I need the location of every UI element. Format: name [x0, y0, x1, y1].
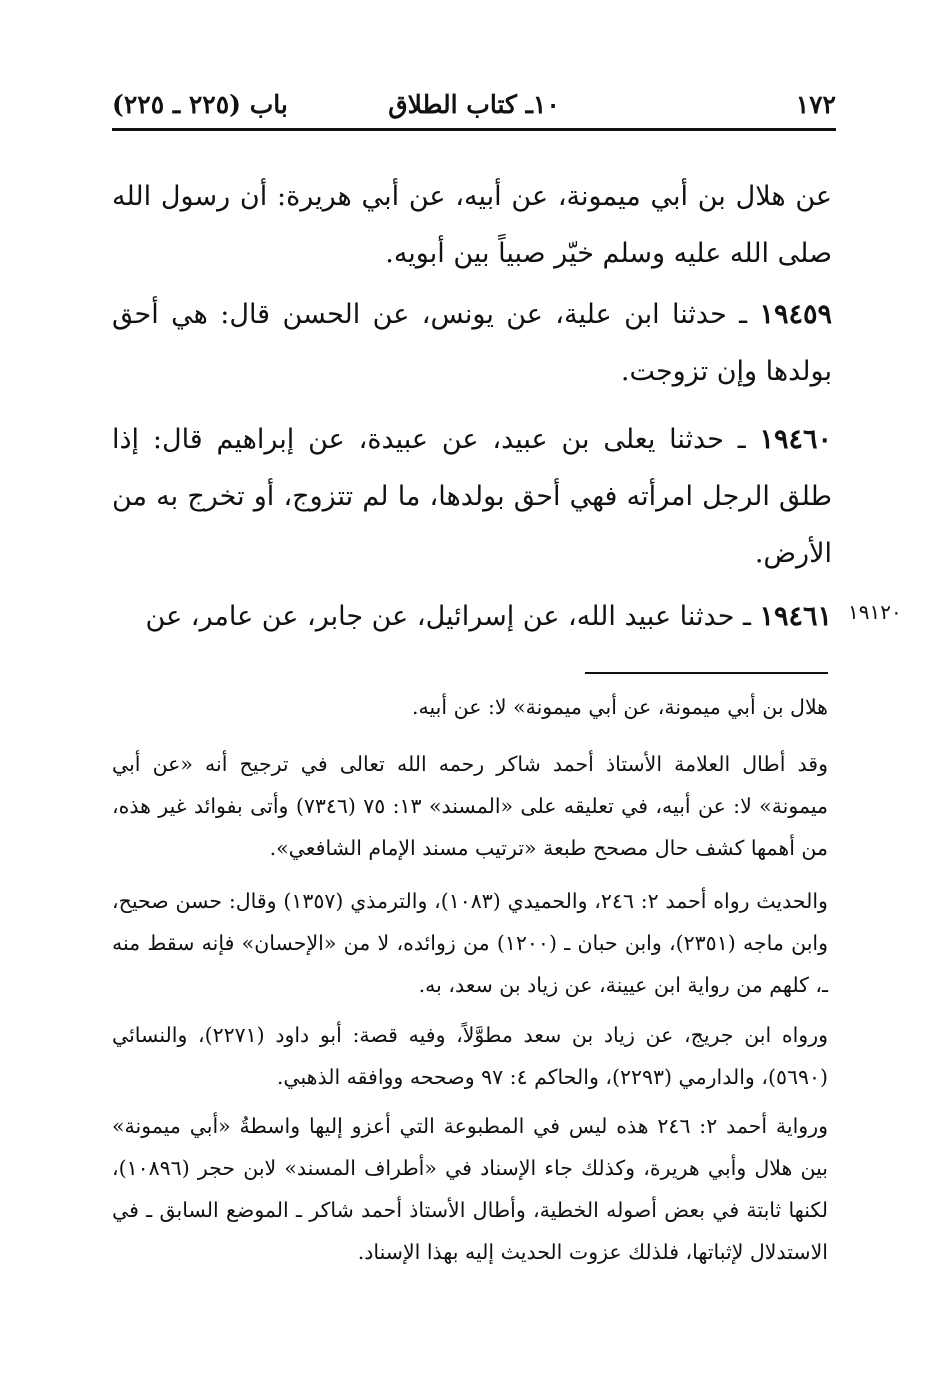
header-rule [112, 128, 836, 131]
hadith-19459 [112, 286, 832, 400]
hadith-19461 [112, 588, 832, 645]
hadith-text: ـ حدثنا ابن علية، عن يونس، عن الحسن قال: هي أحق بولدها وإن تزوجت. [112, 299, 832, 387]
footnote-rule [585, 672, 828, 674]
footnote-text: وقد أطال العلامة الأستاذ أحمد شاكر رحمه الله تعالى في ترجيح أنه «عن أبي ميمونة» لا: عن أبيه، في تعليقه على «المسند» ١٣: ٧٥ (٧٣٤٦) وأتى بفوائد غير هذه، من أهمها كشف حال مصحح طبعة «ترتيب مسند الإمام الشافعي». [112, 752, 828, 860]
hadith-19460 [112, 411, 832, 582]
running-header [112, 84, 836, 128]
hadith-number: ١٩٤٥٩ [759, 299, 832, 330]
chapter-heading: باب (٢٢٥ ـ ٢٢٥) [112, 90, 288, 119]
footnote-text: هلال بن أبي ميمونة، عن أبي ميمونة» لا: عن أبيه. [411, 695, 828, 719]
hadith-text: ـ حدثنا يعلى بن عبيد، عن عبيدة، عن إبراهيم قال: إذا طلق الرجل امرأته فهي أحق بولدها، ما لم تتزوج، أو تخرج به من الأرض. [112, 424, 832, 569]
hadith-number: ١٩٤٦٠ [759, 424, 832, 455]
margin-reference-number: ١٩١٢٠ [848, 600, 902, 624]
footnote-text: ورواه ابن جريج، عن زياد بن سعد مطوَّلاً، وفيه قصة: أبو داود (٢٢٧١)، والنسائي (٥٦٩٠)، والدارمي (٢٢٩٣)، والحاكم ٤: ٩٧ وصححه ووافقه الذهبي. [112, 1023, 828, 1089]
footnote-3 [112, 880, 828, 1006]
footnote-2 [112, 743, 828, 869]
hadith-number: ١٩٤٦١ [759, 601, 832, 632]
footnote-text: ورواية أحمد ٢: ٢٤٦ هذه ليس في المطبوعة التي أعزو إليها واسطةُ «أبي ميمونة» بين هلال وأبي هريرة، وكذلك جاء الإسناد في «أطراف المسند» لابن حجر (١٠٨٩٦)، لكنها ثابتة في بعض أصوله الخطية، وأطال الأستاذ أحمد شاكر ـ الموضع السابق ـ في الاستدلال لإثباتها، فلذلك عزوت الحديث إليه بهذا الإسناد. [112, 1114, 828, 1264]
book-title: ١٠ـ كتاب الطلاق [388, 90, 560, 119]
hadith-continuation [112, 168, 832, 282]
page-number: ١٧٢ [795, 90, 836, 119]
footnote-5 [112, 1105, 828, 1273]
footnote-1 [112, 686, 828, 728]
footnote-4 [112, 1014, 828, 1098]
hadith-text: ـ حدثنا عبيد الله، عن إسرائيل، عن جابر، عن عامر، عن [145, 601, 760, 632]
paragraph-text: عن هلال بن أبي ميمونة، عن أبيه، عن أبي هريرة: أن رسول الله صلى الله عليه وسلم خيّر صبياً بين أبويه. [112, 181, 832, 269]
footnote-text: والحديث رواه أحمد ٢: ٢٤٦، والحميدي (١٠٨٣)، والترمذي (١٣٥٧) وقال: حسن صحيح، وابن ماجه (٢٣٥١)، وابن حبان ـ (١٢٠٠) من زوائده، لا من «الإحسان» فإنه سقط منه ـ، كلهم من رواية ابن عيينة، عن زياد بن سعد، به. [112, 889, 829, 997]
